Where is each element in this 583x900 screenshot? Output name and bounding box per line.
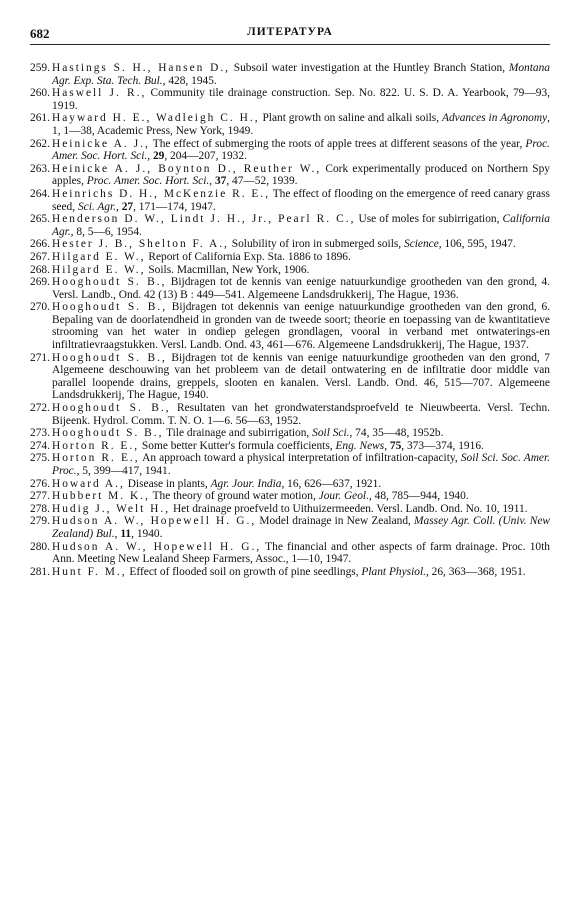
- reference-text: Tile drainage and subirrigation,: [163, 427, 313, 440]
- reference-authors: Hudson A. W., Hopewell H. G.,: [52, 540, 262, 553]
- reference-source: Massey Agr. Coll. (Univ. New Zealand) Bul.: [52, 515, 550, 540]
- reference-volume: 29: [152, 150, 165, 163]
- reference-text: , 8, 5—6, 1954.: [70, 225, 142, 238]
- reference-authors: Hooghoudt S. B.,: [52, 351, 167, 364]
- reference-authors: Hilgard E. W.,: [52, 263, 146, 276]
- reference-text: , 47—52, 1939.: [226, 175, 298, 188]
- reference-number: 267.: [30, 250, 50, 263]
- reference-source: Sci. Agr.: [77, 200, 117, 213]
- reference-text: Subsoil water investigation at the Huntley Branch Station,: [230, 62, 509, 74]
- reference-text: Plant growth on saline and alkali soils,: [259, 112, 442, 125]
- reference-volume: 11: [120, 527, 132, 540]
- reference-number: 280.: [30, 540, 50, 553]
- reference-number: 278.: [30, 502, 50, 515]
- reference-text: The effect of submerging the roots of apple trees at different seasons of the year,: [149, 137, 526, 150]
- reference-entry: [30, 440, 550, 453]
- reference-number: 274.: [30, 439, 50, 452]
- reference-authors: Hooghoudt S. B.,: [52, 402, 171, 415]
- reference-source: Proc. Amer. Soc. Hort. Sci.: [86, 175, 210, 188]
- reference-number: 281.: [30, 565, 50, 578]
- reference-text: Some better Kutter's formula coefficients,: [139, 439, 336, 452]
- reference-entry: [30, 478, 550, 491]
- reference-entry: [30, 264, 550, 277]
- reference-text: , 1, 1—38, Academic Press, New York, 1949.: [52, 112, 550, 137]
- reference-entry: [30, 112, 550, 137]
- running-title: ЛИТЕРАТУРА: [247, 26, 333, 38]
- reference-text: , 1940.: [131, 527, 163, 540]
- reference-text: Use of moles for subirrigation,: [355, 213, 503, 226]
- reference-source: Science: [404, 238, 439, 251]
- reference-authors: Heinicke A. J., Boynton D., Reuther W.,: [52, 162, 322, 175]
- reference-text: ,: [147, 150, 153, 163]
- reference-text: , 5, 399—417, 1941.: [76, 465, 171, 477]
- reference-text: Disease in plants,: [124, 477, 211, 490]
- reference-text: , 204—207, 1932.: [164, 150, 247, 163]
- reference-authors: Horton R. E.,: [52, 452, 140, 465]
- reference-authors: Hayward H. E., Wadleigh C. H.,: [52, 112, 260, 125]
- reference-entry: [30, 352, 550, 402]
- reference-volume: 75: [389, 439, 402, 452]
- reference-text: ,: [114, 527, 121, 540]
- reference-number: 264.: [30, 187, 50, 200]
- reference-text: , 26, 363—368, 1951.: [425, 565, 526, 578]
- reference-source: Jour. Geol.: [318, 490, 369, 503]
- reference-entry: [30, 138, 550, 163]
- reference-number: 263.: [30, 162, 50, 175]
- reference-authors: Hester J. B., Shelton F. A.,: [52, 238, 229, 251]
- reference-entry: [30, 402, 550, 427]
- reference-number: 262.: [30, 137, 50, 150]
- reference-text: , 373—374, 1916.: [401, 439, 484, 452]
- reference-number: 273.: [30, 427, 50, 440]
- reference-number: 268.: [30, 263, 50, 276]
- reference-number: 272.: [30, 402, 50, 415]
- reference-number: 260.: [30, 87, 50, 100]
- reference-authors: Haswell J. R.,: [52, 87, 147, 100]
- reference-authors: Heinicke A. J.,: [52, 137, 150, 150]
- reference-number: 261.: [30, 112, 50, 125]
- reference-authors: Howard A.,: [52, 477, 125, 490]
- page-header: [30, 22, 550, 45]
- reference-text: Cork experimentally produced on Northern Spy apples,: [52, 162, 550, 188]
- reference-entry: [30, 62, 550, 87]
- reference-entry: [30, 541, 550, 566]
- reference-text: , 428, 1945.: [162, 74, 217, 87]
- reference-source: Soil Sci.: [312, 427, 350, 440]
- reference-text: ,: [209, 175, 215, 188]
- reference-source: Advances in Agronomy: [441, 112, 548, 125]
- reference-entry: [30, 503, 550, 516]
- reference-text: Solubility of iron in submerged soils,: [228, 238, 405, 251]
- reference-authors: Heinrichs D. H., McKenzie R. E.,: [52, 187, 271, 200]
- reference-text: Bijdragen tot de kennis van eenige natuurkundige grootheden van den grond, 4. Versl. Landb., Ond. 42 (13) B : 449—541. Algemeene Landsdrukkerij, The Hague, 1936.: [52, 276, 550, 301]
- reference-entry: [30, 515, 550, 540]
- reference-number: 276.: [30, 477, 50, 490]
- reference-authors: Hooghoudt S. B.,: [52, 301, 168, 314]
- reference-authors: Henderson D. W., Lindt J. H., Jr., Pearl R. C.,: [52, 213, 356, 226]
- reference-number: 277.: [30, 490, 50, 503]
- reference-number: 279.: [30, 515, 50, 528]
- reference-source: California Agr.: [52, 213, 550, 238]
- reference-entry: [30, 452, 550, 477]
- reference-text: ,: [116, 200, 122, 213]
- reference-text: , 16, 626—637, 1921.: [281, 477, 382, 490]
- reference-text: Resultaten van het grondwaterstandsproefveld te Nieuwbeerta. Versl. Techn. Bijeenk. Hydrol. Comm. T. N. O. 1—6. 56—63, 1952.: [52, 402, 550, 427]
- reference-text: An approach toward a physical interpretation of infiltration-capacity,: [139, 452, 461, 465]
- reference-source: Agr. Jour. India: [210, 477, 282, 490]
- reference-source: Eng. News: [335, 439, 385, 452]
- reference-number: 265.: [30, 213, 50, 226]
- reference-entry: [30, 276, 550, 301]
- reference-source: Proc. Amer. Soc. Hort. Sci.: [52, 137, 550, 163]
- reference-text: Soils. Macmillan, New York, 1906.: [145, 263, 310, 276]
- reference-source: Plant Physiol.: [361, 565, 426, 578]
- page-number: 682: [30, 26, 50, 41]
- reference-text: Report of California Exp. Sta. 1886 to 1896.: [145, 250, 351, 263]
- reference-text: , 48, 785—944, 1940.: [368, 490, 469, 503]
- reference-entry: [30, 251, 550, 264]
- reference-number: 269.: [30, 276, 50, 289]
- reference-entry: [30, 238, 550, 251]
- reference-entry: [30, 188, 550, 213]
- reference-text: Het drainage proefveld to Uithuizermeeden. Versl. Landb. Ond. No. 10, 1911.: [170, 502, 528, 515]
- reference-entry: [30, 301, 550, 351]
- reference-authors: Hooghoudt S. B.,: [52, 427, 164, 440]
- reference-number: 275.: [30, 452, 50, 465]
- reference-entry: [30, 427, 550, 440]
- reference-number: 266.: [30, 238, 50, 251]
- reference-text: The theory of ground water motion,: [149, 490, 319, 503]
- reference-number: 271.: [30, 351, 50, 364]
- reference-authors: Hudson A. W., Hopewell H. G.,: [52, 515, 257, 528]
- reference-number: 259.: [30, 62, 50, 74]
- reference-text: , 106, 595, 1947.: [438, 238, 516, 251]
- reference-text: , 74, 35—48, 1952b.: [349, 427, 444, 440]
- reference-text: , 171—174, 1947.: [133, 200, 216, 213]
- reference-authors: Hubbert M. K.,: [52, 490, 150, 503]
- reference-authors: Hooghoudt S. B.,: [52, 276, 167, 289]
- reference-volume: 27: [121, 200, 134, 213]
- reference-source: Montana Agr. Exp. Sta. Tech. Bul.: [52, 62, 550, 87]
- reference-authors: Hastings S. H., Hansen D.,: [52, 62, 231, 74]
- reference-authors: Hudig J., Welt H.,: [52, 502, 171, 515]
- reference-entry: [30, 163, 550, 188]
- reference-text: The effect of flooding on the emergence of reed canary grass seed,: [52, 187, 550, 213]
- reference-entry: [30, 566, 550, 579]
- reference-entry: [30, 87, 550, 112]
- reference-text: Bijdragen tot de kennis van eenige natuurkundige grootheden van den grond, 7 Algemeene deschouwing van het probleem van de detail ontwatering en de infiltratie door middle van parallel loopende drains, greppels, slooten en kanalen. Versl. Landb. Ond. 46, 515—707. Algemeene Landsdrukkerij, The Hague, 1940.: [52, 351, 550, 402]
- reference-text: Effect of flooded soil on growth of pine seedlings,: [126, 565, 362, 578]
- reference-text: Bijdragen tot dekennis van eenige natuurkundige grootheden van den grond, 6. Bepaling van de doorlatendheid in gronden van de tweede soort; theorie en toepassing van de kwantitatieve strooming van het water in ondiep gelegen grondlagen, vooral in verband met ontwaterings-en infiltratievraagstukken. Versl. Landb. Ond. 43, 461—676. Algemeene Landsdrukkerij, The Hague, 1937.: [52, 301, 550, 352]
- reference-text: Community tile drainage construction. Sep. No. 822. U. S. D. A. Yearbook, 79—93, 1919.: [52, 87, 550, 112]
- reference-entry: [30, 213, 550, 238]
- reference-authors: Hilgard E. W.,: [52, 250, 146, 263]
- reference-entry: [30, 490, 550, 503]
- reference-authors: Horton R. E.,: [52, 439, 140, 452]
- reference-text: ,: [384, 439, 390, 452]
- reference-text: The financial and other aspects of farm drainage. Proc. 10th Ann. Meeting New Lealand Sheep Farmers, Assoc., 1—10, 1947.: [52, 540, 550, 566]
- reference-number: 270.: [30, 301, 50, 314]
- reference-source: Soil Sci. Soc. Amer. Proc.: [52, 452, 551, 477]
- reference-text: Model drainage in New Zealand,: [256, 515, 415, 528]
- reference-authors: Hunt F. M.,: [52, 565, 127, 578]
- reference-volume: 37: [214, 175, 227, 188]
- reference-list: [30, 62, 550, 578]
